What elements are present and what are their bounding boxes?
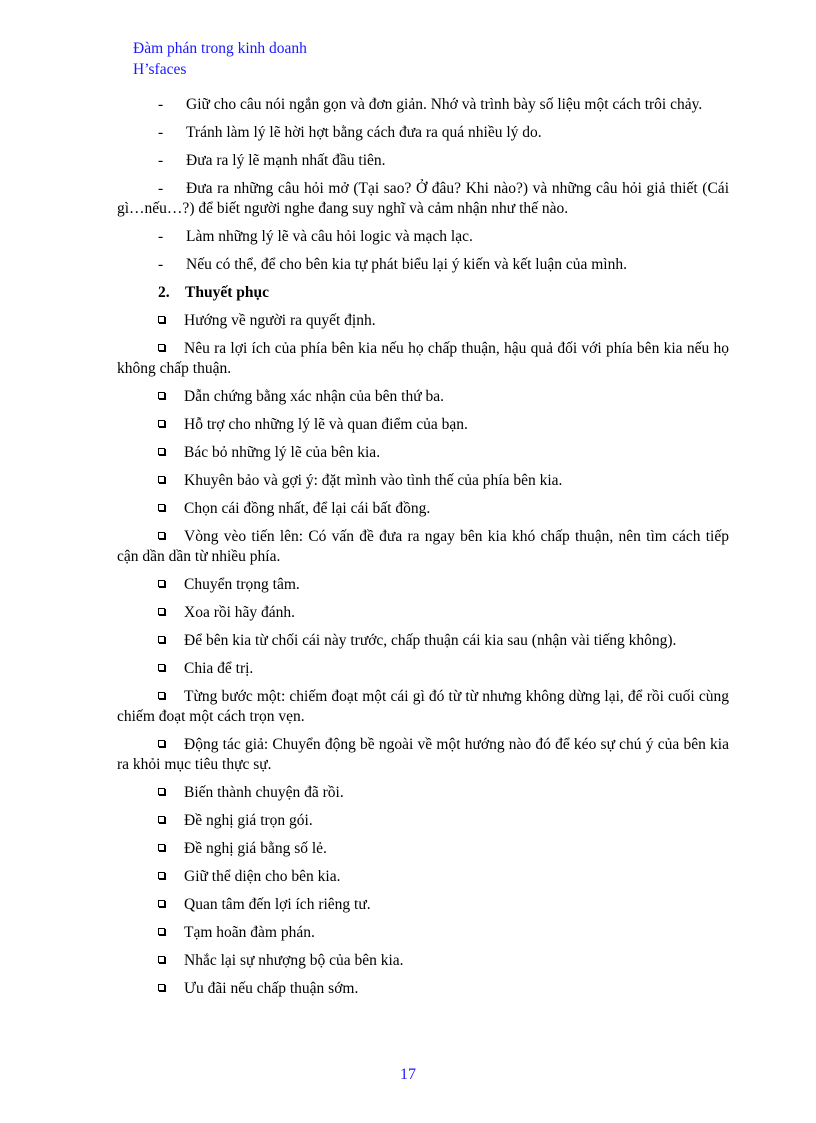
list-item-text: Nếu có thể, để cho bên kia tự phát biểu lại ý kiến và kết luận của mình. — [186, 256, 627, 273]
list-item-text: Để bên kia từ chối cái này trước, chấp thuận cái kia sau (nhận vài tiếng không). — [184, 632, 677, 649]
list-item-text: Ưu đãi nếu chấp thuận sớm. — [184, 980, 359, 997]
list-item-text: Chia để trị. — [184, 660, 254, 677]
list-item-text: Bác bỏ những lý lẽ của bên kia. — [184, 444, 381, 461]
list-item-text: Quan tâm đến lợi ích riêng tư. — [184, 896, 371, 913]
square-bullet-icon — [158, 392, 165, 399]
list-item — [117, 811, 729, 831]
list-item — [117, 575, 729, 595]
list-item — [117, 603, 729, 623]
list-item-text: Đưa ra lý lẽ mạnh nhất đầu tiên. — [186, 152, 386, 169]
section-number: 2. — [158, 284, 170, 301]
square-bullet-icon — [158, 580, 165, 587]
list-item — [117, 839, 729, 859]
dash-marker: - — [158, 256, 164, 273]
list-item — [117, 227, 729, 247]
list-item — [117, 387, 729, 407]
square-bullet-icon — [158, 956, 165, 963]
square-bullet-icon — [158, 504, 165, 511]
dash-marker: - — [158, 228, 164, 245]
square-bullet-icon — [158, 816, 165, 823]
list-item — [117, 951, 729, 971]
list-item — [117, 95, 729, 115]
list-item — [117, 527, 729, 567]
list-item — [117, 867, 729, 887]
list-item — [117, 123, 729, 143]
list-item-text: Đề nghị giá trọn gói. — [184, 812, 313, 829]
list-item — [117, 151, 729, 171]
page-body — [117, 95, 729, 1007]
list-item-text: Xoa rồi hãy đánh. — [184, 604, 296, 621]
header-subtitle: H’sfaces — [133, 61, 187, 78]
list-item — [117, 255, 729, 275]
list-item — [117, 311, 729, 331]
dash-marker: - — [158, 180, 164, 197]
list-item — [117, 659, 729, 679]
list-item — [117, 443, 729, 463]
list-item-text: Tạm hoãn đàm phán. — [184, 924, 315, 941]
square-bullet-icon — [158, 740, 165, 747]
list-item — [117, 735, 729, 775]
list-item-text: Từng bước một: chiếm đoạt một cái gì đó từ từ nhưng không dừng lại, để rồi cuối cùng chiếm đoạt một cách trọn vẹn. — [117, 688, 729, 725]
dash-marker: - — [158, 124, 164, 141]
list-item-text: Hỗ trợ cho những lý lẽ và quan điểm của bạn. — [184, 416, 468, 433]
dash-list — [117, 95, 729, 275]
list-item-text: Vòng vèo tiến lên: Có vấn đề đưa ra ngay bên kia khó chấp thuận, nên tìm cách tiếp cận dần dần từ nhiều phía. — [117, 528, 729, 565]
square-bullet-icon — [158, 608, 165, 615]
list-item — [117, 687, 729, 727]
square-bullet-icon — [158, 984, 165, 991]
section-heading — [117, 283, 729, 303]
list-item-text: Tránh làm lý lẽ hời hợt bằng cách đưa ra quá nhiều lý do. — [186, 124, 542, 141]
list-item — [117, 499, 729, 519]
list-item-text: Chuyển trọng tâm. — [184, 576, 300, 593]
list-item-text: Chọn cái đồng nhất, để lại cái bất đồng. — [184, 500, 431, 517]
section-title: Thuyết phục — [185, 284, 269, 301]
square-bullet-icon — [158, 872, 165, 879]
list-item-text: Đề nghị giá bằng số lẻ. — [184, 840, 327, 857]
list-item — [117, 415, 729, 435]
list-item-text: Biến thành chuyện đã rồi. — [184, 784, 344, 801]
header-title: Đàm phán trong kinh doanh — [133, 40, 307, 57]
square-bullet-icon — [158, 476, 165, 483]
running-header — [133, 38, 307, 80]
list-item-text: Dẫn chứng bằng xác nhận của bên thứ ba. — [184, 388, 444, 405]
page-number: 17 — [400, 1066, 416, 1083]
list-item-text: Hướng về người ra quyết định. — [184, 312, 376, 329]
bullet-list — [117, 311, 729, 999]
list-item — [117, 179, 729, 219]
square-bullet-icon — [158, 316, 165, 323]
list-item-text: Động tác giả: Chuyển động bề ngoài về một hướng nào đó để kéo sự chú ý của bên kia ra khỏi mục tiêu thực sự. — [117, 736, 729, 773]
list-item — [117, 471, 729, 491]
list-item — [117, 339, 729, 379]
square-bullet-icon — [158, 928, 165, 935]
list-item — [117, 895, 729, 915]
list-item-text: Làm những lý lẽ và câu hỏi logic và mạch lạc. — [186, 228, 473, 245]
square-bullet-icon — [158, 344, 165, 351]
list-item — [117, 783, 729, 803]
list-item — [117, 923, 729, 943]
list-item-text: Khuyên bảo và gợi ý: đặt mình vào tình thế của phía bên kia. — [184, 472, 563, 489]
list-item — [117, 979, 729, 999]
dash-marker: - — [158, 152, 164, 169]
list-item-text: Giữ cho câu nói ngắn gọn và đơn giản. Nhớ và trình bày số liệu một cách trôi chảy. — [186, 96, 703, 113]
square-bullet-icon — [158, 788, 165, 795]
list-item-text: Đưa ra những câu hỏi mở (Tại sao? Ở đâu? Khi nào?) và những câu hỏi giả thiết (Cái gì…nếu…?) để biết người nghe đang suy nghĩ và cảm nhận như thế nào. — [117, 180, 729, 217]
list-item — [117, 631, 729, 651]
square-bullet-icon — [158, 448, 165, 455]
list-item-text: Nhắc lại sự nhượng bộ của bên kia. — [184, 952, 404, 969]
dash-marker: - — [158, 96, 164, 113]
list-item-text: Nêu ra lợi ích của phía bên kia nếu họ chấp thuận, hậu quả đối với phía bên kia nếu họ không chấp thuận. — [117, 340, 729, 377]
square-bullet-icon — [158, 664, 165, 671]
square-bullet-icon — [158, 636, 165, 643]
list-item-text: Giữ thể diện cho bên kia. — [184, 868, 341, 885]
square-bullet-icon — [158, 532, 165, 539]
square-bullet-icon — [158, 844, 165, 851]
square-bullet-icon — [158, 692, 165, 699]
square-bullet-icon — [158, 900, 165, 907]
square-bullet-icon — [158, 420, 165, 427]
